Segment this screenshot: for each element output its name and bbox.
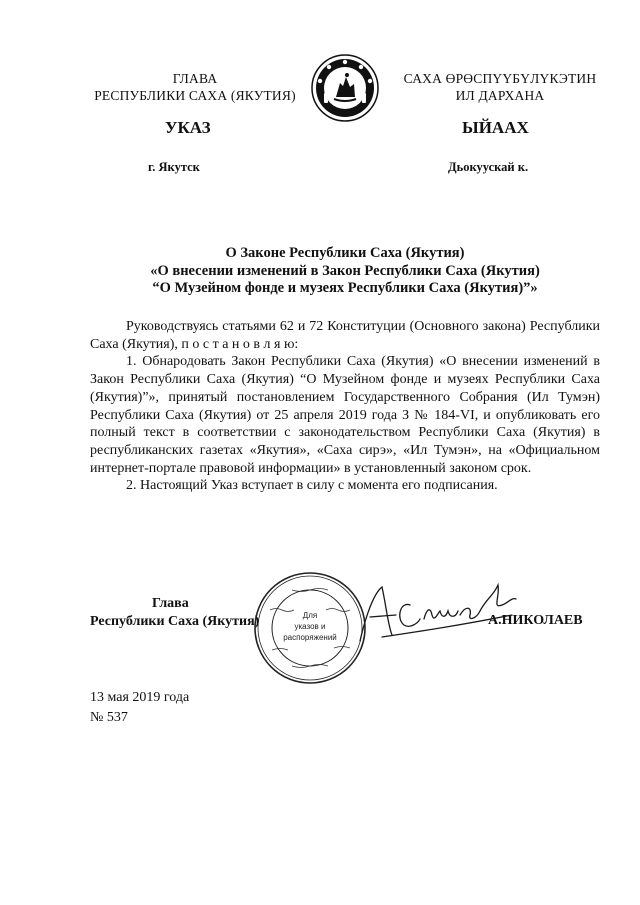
document-title	[90, 245, 600, 298]
title-line3: “О Музейном фонде и музеях Республики Саха (Якутия)”»	[152, 280, 538, 296]
stamp-line1: Для	[302, 611, 318, 620]
stamp-line2: указов и	[294, 622, 326, 631]
document-body	[90, 318, 600, 495]
document-kind-ru: УКАЗ	[165, 118, 211, 137]
header-left-line1: ГЛАВА	[172, 71, 218, 86]
handwritten-signature	[352, 575, 522, 645]
signatory-name: А.НИКОЛАЕВ	[488, 613, 583, 628]
signature-label-line2: Республики Саха (Якутия)	[90, 614, 260, 629]
header-right	[380, 70, 620, 104]
document-footer	[90, 688, 189, 728]
header-right-line2: ИЛ ДАРХАНА	[455, 88, 545, 103]
coat-of-arms-icon	[310, 53, 380, 123]
body-intro: Руководствуясь статьями 62 и 72 Конституции (Основного закона) Республики Саха (Якутия), п о с т а н о в л я ю:	[90, 319, 600, 352]
title-line1: О Законе Республики Саха (Якутия)	[225, 245, 465, 261]
official-stamp	[252, 570, 368, 686]
signature-label-line1: Глава	[152, 596, 189, 611]
body-item-1: 1. Обнародовать Закон Республики Саха (Якутия) «О внесении изменений в Закон Республики Саха (Якутия) “О Музейном фонде и музеях Республики Саха (Якутия)”», принятый постановлением Государственного Собрания (Ил Тумэн) Республики Саха (Якутия) от 25 апреля 2019 года З № 184-VI, и опубликовать его полный текст в соответствии с законодательством Республики Саха (Якутия) в республиканских газетах «Якутия», «Саха сирэ», «Ил Тумэн», на «Официальном интернет-портале правовой информации» в установленный законом срок.	[90, 354, 600, 476]
document-kind-sah: ЫЙААХ	[462, 118, 529, 137]
header-left	[70, 70, 320, 104]
stamp-line3: распоряжений	[283, 633, 337, 642]
signature-label	[90, 595, 270, 631]
city-sah: Дьокуускай к.	[448, 160, 529, 174]
signature-scribble-icon	[352, 575, 522, 645]
city-ru: г. Якутск	[148, 160, 200, 174]
round-stamp-icon	[252, 570, 368, 686]
body-item-2: 2. Настоящий Указ вступает в силу с момента его подписания.	[126, 478, 498, 494]
title-line2: «О внесении изменений в Закон Республики Саха (Якутия)	[150, 262, 540, 279]
header-left-line2: РЕСПУБЛИКИ САХА (ЯКУТИЯ)	[94, 88, 296, 103]
document-number: № 537	[90, 710, 128, 725]
coat-of-arms-emblem	[310, 53, 380, 123]
document-date: 13 мая 2019 года	[90, 690, 190, 705]
header-right-line1: САХА ӨРӨСПҮҮБҮЛҮКЭТИН	[403, 71, 597, 86]
